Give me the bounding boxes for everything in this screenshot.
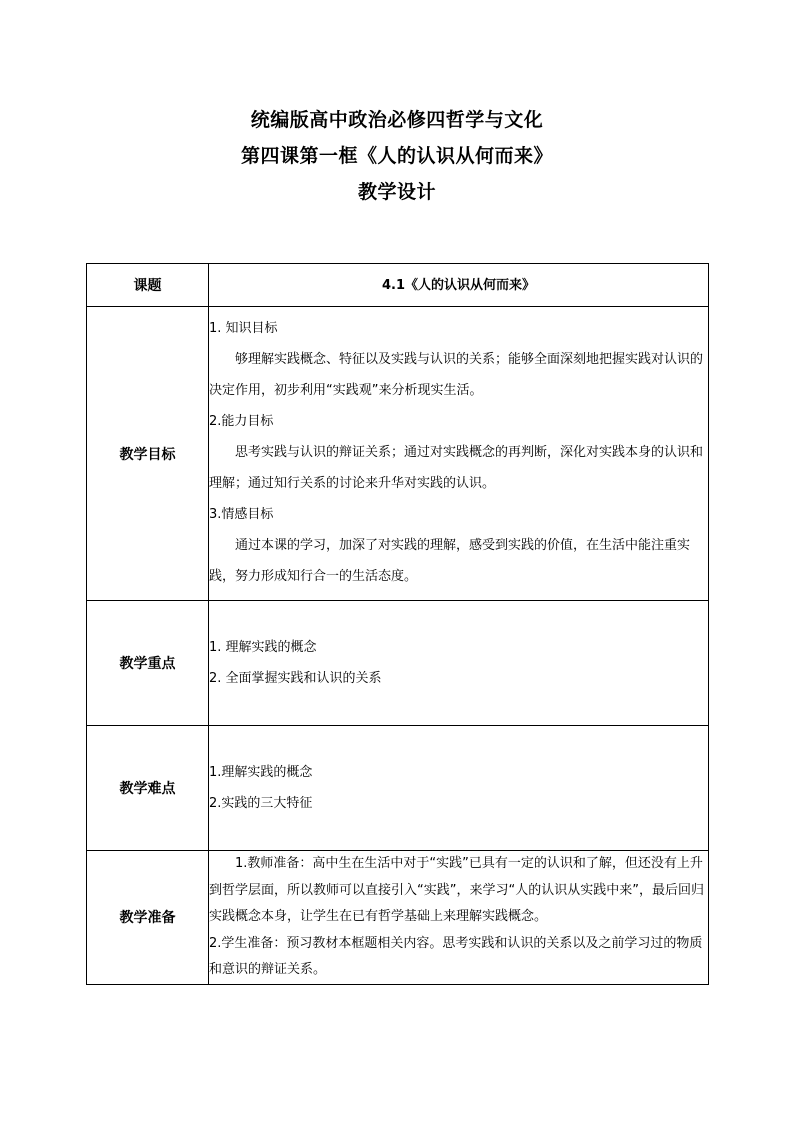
document-title (0, 102, 794, 210)
focus-label: 教学重点 (87, 601, 209, 726)
emotion-goal-text: 通过本课的学习，加深了对实践的理解，感受到实践的价值，在生活中能注重实践，努力形成知行合一的生活态度。 (209, 538, 691, 584)
ability-goal-text: 思考实践与认识的辩证关系；通过对实践概念的再判断，深化对实践本身的认识和理解；通过知行关系的讨论来升华对实践的认识。 (209, 445, 704, 491)
title-line-3: 教学设计 (357, 181, 436, 203)
ability-goal-heading: 2.能力目标 (209, 414, 274, 429)
goals-label: 教学目标 (87, 307, 209, 601)
preparation-row (87, 851, 709, 985)
student-preparation: 2.学生准备：预习教材本框题相关内容。思考实践和认识的关系以及之前学习过的物质和意识的辩证关系。 (209, 935, 703, 977)
topic-value: 4.1《人的认识从何而来》 (209, 264, 709, 307)
goals-row (87, 307, 709, 601)
difficulty-row (87, 726, 709, 851)
teacher-preparation: 1.教师准备：高中生在生活中对于“实践”已具有一定的认识和了解，但还没有上升到哲学层面，所以教师可以直接引入“实践”，来学习“人的认识从实践中来”，最后回归实践概念本身，让学生在已有哲学基础上来理解实践概念。 (209, 856, 704, 924)
list-item: 1.理解实践的概念 (209, 765, 313, 780)
list-item: 2. 全面掌握实践和认识的关系 (209, 671, 382, 686)
list-item: 2.实践的三大特征 (209, 796, 313, 811)
focus-cell (209, 601, 709, 726)
list-item: 1. 理解实践的概念 (209, 640, 317, 655)
preparation-cell (209, 851, 709, 985)
knowledge-goal-heading: 1. 知识目标 (209, 321, 278, 336)
lesson-plan-table (86, 263, 709, 985)
knowledge-goal-text: 够理解实践概念、特征以及实践与认识的关系；能够全面深刻地把握实践对认识的决定作用，初步利用“实践观”来分析现实生活。 (209, 352, 704, 398)
focus-row (87, 601, 709, 726)
topic-label: 课题 (87, 264, 209, 307)
title-line-2: 第四课第一框《人的认识从何而来》 (240, 145, 553, 167)
difficulty-label: 教学难点 (87, 726, 209, 851)
emotion-goal-heading: 3.情感目标 (209, 507, 274, 522)
title-line-1: 统编版高中政治必修四哲学与文化 (250, 109, 544, 131)
preparation-label: 教学准备 (87, 851, 209, 985)
goals-cell (209, 307, 709, 601)
difficulty-cell (209, 726, 709, 851)
topic-row (87, 264, 709, 307)
